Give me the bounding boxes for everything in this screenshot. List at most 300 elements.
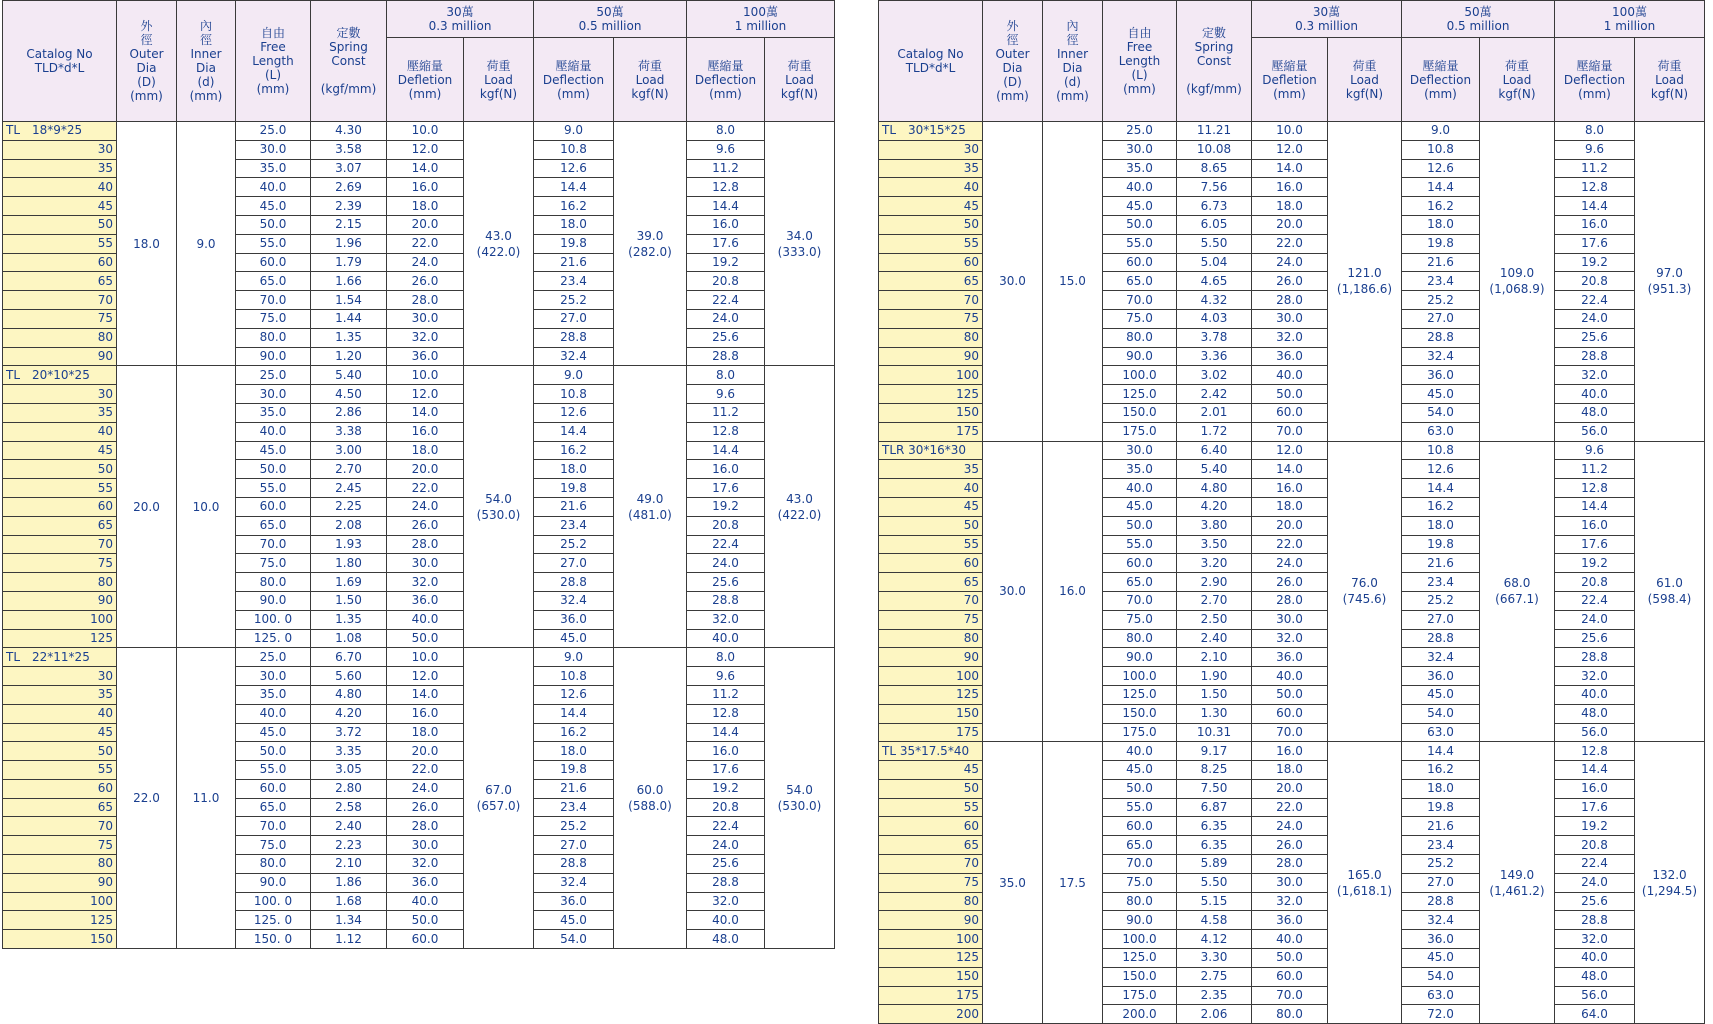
header-cycle-en: 0.3 million — [1295, 19, 1358, 33]
deflection-1m: 9.6 — [687, 140, 765, 159]
catalog-length: 125 — [3, 911, 117, 930]
spring-const: 1.79 — [311, 253, 387, 272]
catalog-length: 70 — [3, 535, 117, 554]
deflection-03m: 40.0 — [1252, 667, 1328, 686]
deflection-1m: 11.2 — [687, 685, 765, 704]
deflection-05m: 36.0 — [1402, 667, 1480, 686]
spring-const: 4.03 — [1177, 309, 1252, 328]
deflection-1m: 32.0 — [687, 892, 765, 911]
spring-const: 7.50 — [1177, 779, 1252, 798]
deflection-05m: 23.4 — [1402, 836, 1480, 855]
free-length: 60.0 — [1103, 817, 1177, 836]
spring-const: 1.30 — [1177, 704, 1252, 723]
spring-const: 3.00 — [311, 441, 387, 460]
free-length: 75.0 — [236, 836, 311, 855]
deflection-03m: 28.0 — [1252, 855, 1328, 874]
deflection-1m: 9.6 — [1555, 140, 1635, 159]
header-defl-jp: 壓縮量 — [707, 58, 744, 73]
header-outer-dia — [983, 1, 1043, 122]
inner-dia: 17.5 — [1043, 742, 1103, 1024]
spring-const: 2.70 — [1177, 591, 1252, 610]
catalog-length: 55 — [879, 234, 983, 253]
catalog-length: 80 — [3, 328, 117, 347]
header-load-en: Load — [484, 72, 513, 87]
spring-const: 5.50 — [1177, 234, 1252, 253]
header-cycle-en: 1 million — [1603, 19, 1656, 33]
deflection-1m: 28.8 — [687, 347, 765, 366]
header-spring-const — [311, 1, 387, 122]
spring-const: 3.50 — [1177, 535, 1252, 554]
load-03m: 121.0 (1,186.6) — [1328, 122, 1402, 442]
spring-const: 1.34 — [311, 911, 387, 930]
deflection-05m: 28.8 — [1402, 892, 1480, 911]
deflection-05m: 36.0 — [534, 610, 614, 629]
spring-const: 1.68 — [311, 892, 387, 911]
deflection-1m: 40.0 — [1555, 685, 1635, 704]
deflection-03m: 28.0 — [1252, 291, 1328, 310]
catalog-length: 90 — [3, 347, 117, 366]
catalog-length: 50 — [879, 215, 983, 234]
deflection-05m: 27.0 — [534, 836, 614, 855]
deflection-05m: 27.0 — [1402, 309, 1480, 328]
spring-const: 3.35 — [311, 742, 387, 761]
deflection-03m: 20.0 — [1252, 516, 1328, 535]
spring-const: 6.35 — [1177, 836, 1252, 855]
deflection-03m: 32.0 — [1252, 629, 1328, 648]
deflection-03m: 32.0 — [1252, 328, 1328, 347]
spring-const: 7.56 — [1177, 178, 1252, 197]
deflection-1m: 17.6 — [687, 761, 765, 780]
deflection-1m: 12.8 — [1555, 479, 1635, 498]
catalog-length: 65 — [3, 272, 117, 291]
deflection-1m: 12.8 — [1555, 742, 1635, 761]
catalog-length: 50 — [3, 460, 117, 479]
catalog-length: 65 — [3, 516, 117, 535]
free-length: 30.0 — [1103, 140, 1177, 159]
free-length: 45.0 — [236, 723, 311, 742]
deflection-05m: 63.0 — [1402, 723, 1480, 742]
load-05m: 109.0 (1,068.9) — [1480, 122, 1555, 442]
deflection-1m: 24.0 — [687, 836, 765, 855]
spring-const: 4.80 — [1177, 479, 1252, 498]
free-length: 65.0 — [1103, 573, 1177, 592]
spring-const: 4.65 — [1177, 272, 1252, 291]
load-03m: 165.0 (1,618.1) — [1328, 742, 1402, 1024]
header-free-jp: 自由 — [260, 26, 285, 40]
free-length: 80.0 — [236, 855, 311, 874]
catalog-length: 100 — [3, 892, 117, 911]
deflection-05m: 18.0 — [534, 215, 614, 234]
deflection-03m: 22.0 — [1252, 535, 1328, 554]
deflection-05m: 23.4 — [534, 272, 614, 291]
deflection-05m: 27.0 — [1402, 873, 1480, 892]
deflection-1m: 28.8 — [1555, 347, 1635, 366]
free-length: 125. 0 — [236, 629, 311, 648]
catalog-length: 50 — [3, 215, 117, 234]
deflection-03m: 60.0 — [387, 930, 464, 949]
spring-const: 1.72 — [1177, 422, 1252, 441]
free-length: 150.0 — [1103, 704, 1177, 723]
deflection-05m: 32.4 — [1402, 347, 1480, 366]
table-body — [879, 122, 1705, 1024]
catalog-length: 75 — [3, 836, 117, 855]
load-03m: 67.0 (657.0) — [464, 648, 534, 949]
deflection-03m: 50.0 — [1252, 385, 1328, 404]
deflection-05m: 45.0 — [1402, 685, 1480, 704]
free-length: 50.0 — [236, 742, 311, 761]
deflection-1m: 20.8 — [1555, 573, 1635, 592]
deflection-03m: 60.0 — [1252, 403, 1328, 422]
catalog-length: 45 — [3, 723, 117, 742]
header-load-0 — [1328, 38, 1402, 122]
deflection-05m: 19.8 — [1402, 798, 1480, 817]
header-deflection-2 — [1555, 38, 1635, 122]
deflection-1m: 24.0 — [687, 554, 765, 573]
deflection-03m: 24.0 — [1252, 253, 1328, 272]
deflection-1m: 32.0 — [687, 610, 765, 629]
deflection-03m: 32.0 — [387, 328, 464, 347]
free-length: 55.0 — [1103, 535, 1177, 554]
spring-const: 6.70 — [311, 648, 387, 667]
spring-const: 6.05 — [1177, 215, 1252, 234]
header-defl-unit: (mm) — [709, 86, 742, 101]
catalog-length: 175 — [879, 986, 983, 1005]
header-load-unit: kgf(N) — [479, 86, 518, 101]
table-row — [879, 742, 1705, 761]
table-row — [3, 648, 835, 667]
header-inner-jp: 內 徑 — [199, 19, 212, 47]
catalog-length: 80 — [879, 328, 983, 347]
header-inner-jp: 內 徑 — [1066, 19, 1079, 47]
table-row — [879, 122, 1705, 141]
header-load-unit: kgf(N) — [631, 86, 669, 101]
inner-dia: 9.0 — [177, 122, 236, 366]
header-load-unit: kgf(N) — [1498, 86, 1536, 101]
spring-const: 4.30 — [311, 122, 387, 141]
load-1m: 43.0 (422.0) — [765, 366, 835, 648]
spring-spec-table-right — [878, 0, 1705, 1024]
free-length: 55.0 — [236, 761, 311, 780]
deflection-05m: 9.0 — [534, 366, 614, 385]
free-length: 40.0 — [236, 704, 311, 723]
catalog-length: 55 — [3, 479, 117, 498]
free-length: 70.0 — [236, 817, 311, 836]
deflection-03m: 20.0 — [387, 460, 464, 479]
catalog-length: 65 — [3, 798, 117, 817]
spring-const: 5.60 — [311, 667, 387, 686]
header-load-jp: 荷重 — [486, 58, 511, 73]
deflection-05m: 12.6 — [534, 685, 614, 704]
spring-const: 3.38 — [311, 422, 387, 441]
free-length: 100. 0 — [236, 892, 311, 911]
catalog-length: 65 — [879, 836, 983, 855]
spring-const: 3.05 — [311, 761, 387, 780]
free-length: 150.0 — [1103, 403, 1177, 422]
deflection-05m: 63.0 — [1402, 422, 1480, 441]
header-load-2 — [765, 38, 835, 122]
catalog-length: 55 — [3, 761, 117, 780]
catalog-length: 55 — [3, 234, 117, 253]
free-length: 35.0 — [1103, 159, 1177, 178]
spring-const: 5.04 — [1177, 253, 1252, 272]
spring-const: 2.25 — [311, 497, 387, 516]
deflection-05m: 9.0 — [534, 648, 614, 667]
deflection-05m: 63.0 — [1402, 986, 1480, 1005]
spring-const: 2.15 — [311, 215, 387, 234]
header-defl-jp: 壓縮量 — [555, 58, 592, 73]
spring-const: 2.58 — [311, 798, 387, 817]
deflection-03m: 12.0 — [1252, 140, 1328, 159]
deflection-03m: 36.0 — [1252, 347, 1328, 366]
spring-const: 6.35 — [1177, 817, 1252, 836]
load-1m: 34.0 (333.0) — [765, 122, 835, 366]
load-1m: 97.0 (951.3) — [1635, 122, 1705, 442]
deflection-05m: 36.0 — [1402, 366, 1480, 385]
deflection-03m: 22.0 — [387, 479, 464, 498]
deflection-05m: 16.2 — [534, 723, 614, 742]
header-load-1 — [614, 38, 687, 122]
load-03m: 54.0 (530.0) — [464, 366, 534, 648]
deflection-1m: 32.0 — [1555, 667, 1635, 686]
free-length: 75.0 — [1103, 873, 1177, 892]
free-length: 200.0 — [1103, 1005, 1177, 1024]
deflection-03m: 14.0 — [1252, 460, 1328, 479]
spring-const: 1.66 — [311, 272, 387, 291]
deflection-05m: 14.4 — [1402, 178, 1480, 197]
free-length: 125.0 — [1103, 949, 1177, 968]
deflection-05m: 45.0 — [534, 911, 614, 930]
catalog-length: 60 — [879, 253, 983, 272]
free-length: 150. 0 — [236, 930, 311, 949]
catalog-length: 90 — [3, 591, 117, 610]
spring-const: 2.40 — [1177, 629, 1252, 648]
free-length: 40.0 — [1103, 479, 1177, 498]
spring-const: 2.23 — [311, 836, 387, 855]
free-length: 35.0 — [236, 159, 311, 178]
deflection-03m: 26.0 — [1252, 573, 1328, 592]
spring-const: 10.08 — [1177, 140, 1252, 159]
deflection-03m: 18.0 — [1252, 197, 1328, 216]
free-length: 30.0 — [236, 667, 311, 686]
deflection-05m: 54.0 — [1402, 704, 1480, 723]
spring-const: 2.39 — [311, 197, 387, 216]
header-defl-en: Deflection — [542, 72, 605, 87]
deflection-03m: 30.0 — [387, 554, 464, 573]
catalog-length: 40 — [879, 178, 983, 197]
free-length: 60.0 — [236, 779, 311, 798]
free-length: 175.0 — [1103, 422, 1177, 441]
header-const-en: Spring Const (kgf/mm) — [320, 40, 377, 96]
deflection-1m: 48.0 — [687, 930, 765, 949]
spring-const: 1.69 — [311, 573, 387, 592]
deflection-03m: 28.0 — [1252, 591, 1328, 610]
spring-const: 1.50 — [311, 591, 387, 610]
free-length: 70.0 — [1103, 291, 1177, 310]
free-length: 25.0 — [1103, 122, 1177, 141]
deflection-05m: 27.0 — [1402, 610, 1480, 629]
catalog-length: 45 — [3, 441, 117, 460]
catalog-length: 70 — [879, 591, 983, 610]
deflection-05m: 12.6 — [1402, 460, 1480, 479]
outer-dia: 22.0 — [117, 648, 177, 949]
catalog-length: 150 — [879, 967, 983, 986]
deflection-03m: 12.0 — [387, 385, 464, 404]
free-length: 65.0 — [1103, 836, 1177, 855]
catalog-length: 60 — [3, 497, 117, 516]
deflection-05m: 25.2 — [534, 535, 614, 554]
catalog-length: 80 — [879, 629, 983, 648]
free-length: 125.0 — [1103, 685, 1177, 704]
header-load-jp: 荷重 — [1657, 58, 1682, 73]
free-length: 75.0 — [236, 309, 311, 328]
deflection-03m: 70.0 — [1252, 422, 1328, 441]
header-deflection-1 — [534, 38, 614, 122]
catalog-length: 35 — [879, 159, 983, 178]
free-length: 60.0 — [236, 253, 311, 272]
deflection-03m: 16.0 — [387, 178, 464, 197]
free-length: 25.0 — [236, 122, 311, 141]
deflection-05m: 45.0 — [534, 629, 614, 648]
deflection-05m: 12.6 — [1402, 159, 1480, 178]
deflection-05m: 36.0 — [1402, 930, 1480, 949]
deflection-1m: 14.4 — [1555, 197, 1635, 216]
header-free-length — [1103, 1, 1177, 122]
deflection-1m: 16.0 — [1555, 779, 1635, 798]
deflection-05m: 72.0 — [1402, 1005, 1480, 1024]
free-length: 65.0 — [236, 798, 311, 817]
table-row — [879, 441, 1705, 460]
spring-const: 4.80 — [311, 685, 387, 704]
free-length: 40.0 — [1103, 178, 1177, 197]
spring-const: 11.21 — [1177, 122, 1252, 141]
header-deflection-1 — [1402, 38, 1480, 122]
deflection-1m: 22.4 — [1555, 291, 1635, 310]
header-cycle-en: 1 million — [734, 19, 787, 33]
spring-const: 2.40 — [311, 817, 387, 836]
deflection-03m: 50.0 — [387, 629, 464, 648]
deflection-03m: 12.0 — [387, 140, 464, 159]
deflection-05m: 10.8 — [1402, 140, 1480, 159]
free-length: 35.0 — [236, 403, 311, 422]
header-defl-unit: (mm) — [1424, 86, 1457, 101]
deflection-1m: 19.2 — [1555, 817, 1635, 836]
free-length: 70.0 — [236, 535, 311, 554]
deflection-1m: 11.2 — [1555, 460, 1635, 479]
catalog-length: 150 — [879, 704, 983, 723]
deflection-05m: 10.8 — [534, 667, 614, 686]
deflection-03m: 10.0 — [387, 366, 464, 385]
spring-const: 4.12 — [1177, 930, 1252, 949]
spring-const: 1.96 — [311, 234, 387, 253]
catalog-length: 35 — [3, 403, 117, 422]
catalog-length: 150 — [879, 403, 983, 422]
deflection-1m: 24.0 — [1555, 610, 1635, 629]
deflection-03m: 50.0 — [1252, 949, 1328, 968]
free-length: 80.0 — [236, 573, 311, 592]
free-length: 35.0 — [1103, 460, 1177, 479]
deflection-03m: 28.0 — [387, 817, 464, 836]
spring-const: 2.50 — [1177, 610, 1252, 629]
spring-const: 2.06 — [1177, 1005, 1252, 1024]
catalog-length: 75 — [879, 873, 983, 892]
inner-dia: 11.0 — [177, 648, 236, 949]
spring-const: 1.08 — [311, 629, 387, 648]
deflection-03m: 36.0 — [1252, 648, 1328, 667]
header-free-en: Free Length (L) (mm) — [1118, 40, 1161, 96]
catalog-length: 75 — [3, 309, 117, 328]
deflection-03m: 26.0 — [387, 272, 464, 291]
catalog-length: 60 — [3, 779, 117, 798]
header-load-unit: kgf(N) — [1650, 86, 1689, 101]
header-load-en: Load — [1350, 72, 1379, 87]
deflection-1m: 17.6 — [687, 234, 765, 253]
deflection-05m: 19.8 — [534, 761, 614, 780]
deflection-03m: 18.0 — [1252, 761, 1328, 780]
deflection-05m: 10.8 — [1402, 441, 1480, 460]
deflection-1m: 40.0 — [687, 911, 765, 930]
catalog-length: 65 — [879, 573, 983, 592]
deflection-1m: 20.8 — [1555, 836, 1635, 855]
table-row — [3, 122, 835, 141]
catalog-length: 55 — [879, 535, 983, 554]
deflection-1m: 25.6 — [1555, 328, 1635, 347]
catalog-length: 70 — [879, 291, 983, 310]
free-length: 70.0 — [1103, 855, 1177, 874]
deflection-05m: 23.4 — [1402, 272, 1480, 291]
header-free-length — [236, 1, 311, 122]
spring-spec-table-left — [2, 0, 835, 949]
deflection-05m: 14.4 — [534, 178, 614, 197]
spring-const: 1.80 — [311, 554, 387, 573]
outer-dia: 35.0 — [983, 742, 1043, 1024]
deflection-03m: 18.0 — [387, 197, 464, 216]
header-load-0 — [464, 38, 534, 122]
catalog-length: 80 — [3, 573, 117, 592]
deflection-05m: 14.4 — [534, 704, 614, 723]
deflection-03m: 24.0 — [387, 779, 464, 798]
deflection-05m: 16.2 — [1402, 497, 1480, 516]
deflection-05m: 10.8 — [534, 385, 614, 404]
deflection-05m: 21.6 — [1402, 817, 1480, 836]
header-deflection-2 — [687, 38, 765, 122]
deflection-05m: 18.0 — [1402, 516, 1480, 535]
deflection-03m: 36.0 — [1252, 911, 1328, 930]
spring-const: 6.40 — [1177, 441, 1252, 460]
deflection-05m: 28.8 — [534, 328, 614, 347]
catalog-length: 90 — [879, 911, 983, 930]
deflection-05m: 54.0 — [534, 930, 614, 949]
spring-const: 1.12 — [311, 930, 387, 949]
catalog-length: 200 — [879, 1005, 983, 1024]
deflection-03m: 80.0 — [1252, 1005, 1328, 1024]
catalog-length: 125 — [3, 629, 117, 648]
spring-const: 2.90 — [1177, 573, 1252, 592]
deflection-1m: 16.0 — [1555, 215, 1635, 234]
catalog-length: 75 — [879, 309, 983, 328]
header-load-jp: 荷重 — [1352, 58, 1377, 73]
header-cycle-en: 0.5 million — [578, 19, 642, 33]
deflection-03m: 18.0 — [1252, 497, 1328, 516]
catalog-length: 40 — [3, 178, 117, 197]
deflection-03m: 32.0 — [387, 855, 464, 874]
catalog-length: 70 — [3, 291, 117, 310]
deflection-05m: 23.4 — [534, 798, 614, 817]
deflection-1m: 28.8 — [1555, 648, 1635, 667]
deflection-05m: 45.0 — [1402, 385, 1480, 404]
header-cycle-jp: 100萬 — [1612, 5, 1647, 19]
spring-const: 2.42 — [1177, 385, 1252, 404]
deflection-1m: 11.2 — [1555, 159, 1635, 178]
